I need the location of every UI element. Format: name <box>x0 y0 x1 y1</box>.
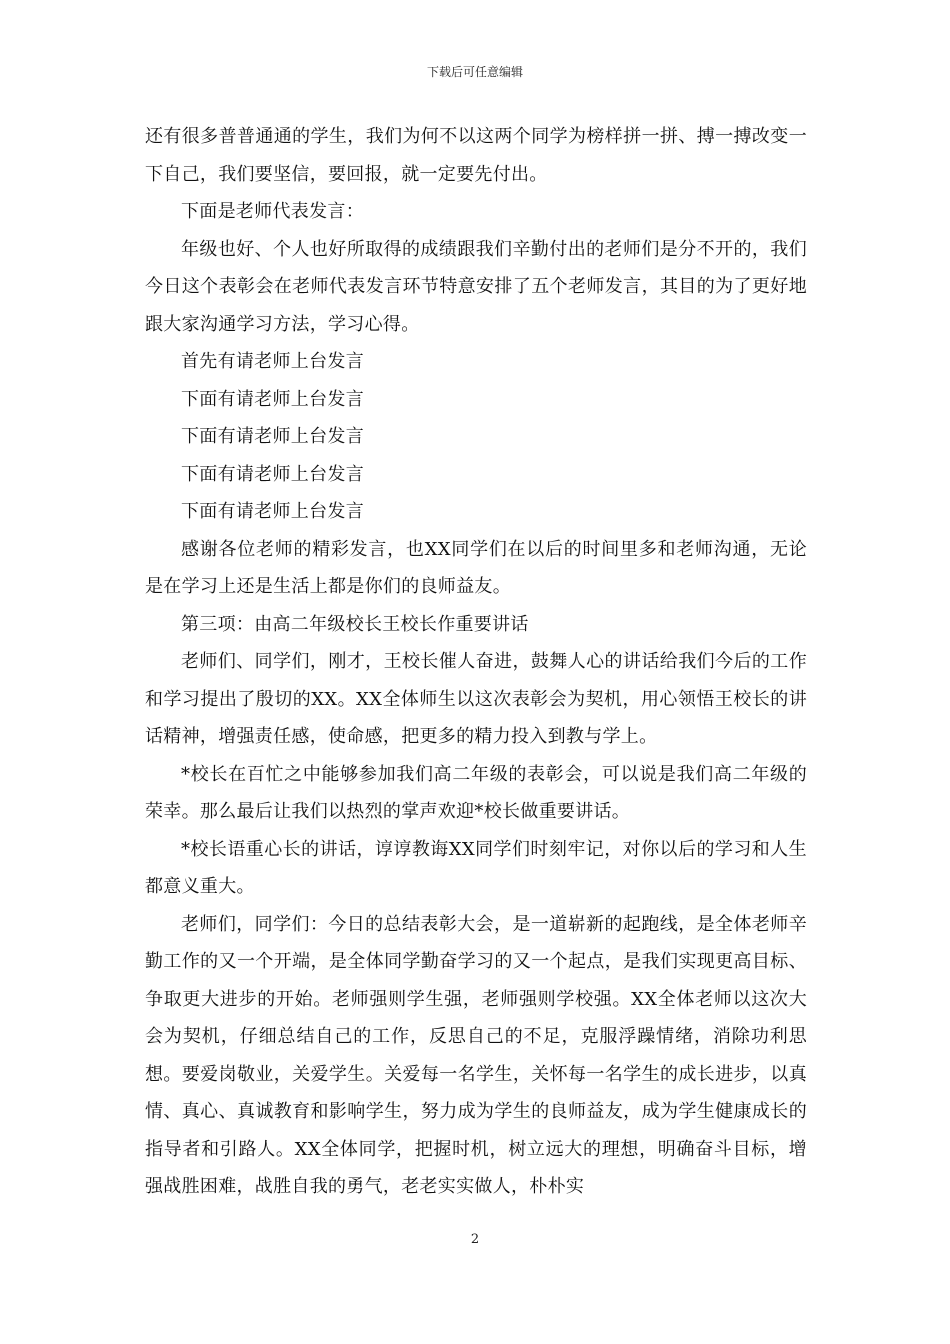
document-body <box>145 118 807 1206</box>
paragraph-principal-speech-summary: 老师们、同学们，刚才，王校长催人奋进，鼓舞人心的讲话给我们今后的工作和学习提出了殷切的XX。XX全体师生以这次表彰会为契机，用心领悟王校长的讲话精神，增强责任感，使命感，把更多的精力投入到教与学上。 <box>145 651 807 747</box>
paragraph-closing-remarks: 老师们，同学们：今日的总结表彰大会，是一道崭新的起跑线，是全体老师辛勤工作的又一个开端，是全体同学勤奋学习的又一个起点，是我们实现更高目标、争取更大进步的开始。老师强则学生强，老师强则学校强。XX全体老师以这次大会为契机，仔细总结自己的工作，反思自己的不足，克服浮躁情绪，消除功利思想。要爱岗敬业，关爱学生。关爱每一名学生，关怀每一名学生的成长进步，以真情、真心、真诚教育和影响学生，努力成为学生的良师益友，成为学生健康成长的指导者和引路人。XX全体同学，把握时机，树立远大的理想，明确奋斗目标，增强战胜困难，战胜自我的勇气，老老实实做人，朴朴实 <box>145 913 807 1197</box>
paragraph-thanks-teachers: 感谢各位老师的精彩发言，也XX同学们在以后的时间里多和老师沟通，无论是在学习上还是生活上都是你们的良师益友。 <box>145 538 807 597</box>
paragraph-item-three: 第三项：由高二年级校长王校长作重要讲话 <box>181 613 529 635</box>
paragraph-teacher-intro: 下面是老师代表发言： <box>181 201 364 222</box>
paragraph-teacher-speech-arrangement: 年级也好、个人也好所取得的成绩跟我们辛勤付出的老师们是分不开的，我们今日这个表彰会在老师代表发言环节特意安排了五个老师发言，其目的为了更好地跟大家沟通学习方法，学习心得。 <box>145 238 807 335</box>
page-header: 下载后可任意编辑 <box>426 65 523 79</box>
paragraph-invite-next: 下面有请老师上台发言 <box>181 501 364 522</box>
page-number: 2 <box>470 1232 480 1247</box>
paragraph-principal-welcome: *校长在百忙之中能够参加我们高二年级的表彰会，可以说是我们高二年级的荣幸。那么最后让我们以热烈的掌声欢迎*校长做重要讲话。 <box>145 763 807 822</box>
paragraph-continued: 还有很多普普通通的学生，我们为何不以这两个同学为榜样拼一拼、搏一搏改变一下自己，我们要坚信，要回报，就一定要先付出。 <box>145 126 807 185</box>
paragraph-invite-first: 首先有请老师上台发言 <box>181 351 364 372</box>
paragraph-invite-next: 下面有请老师上台发言 <box>181 388 364 410</box>
paragraph-principal-thanks: *校长语重心长的讲话，谆谆教诲XX同学们时刻牢记，对你以后的学习和人生都意义重大。 <box>145 838 807 897</box>
paragraph-invite-next: 下面有请老师上台发言 <box>181 463 364 485</box>
paragraph-invite-next: 下面有请老师上台发言 <box>181 426 364 447</box>
